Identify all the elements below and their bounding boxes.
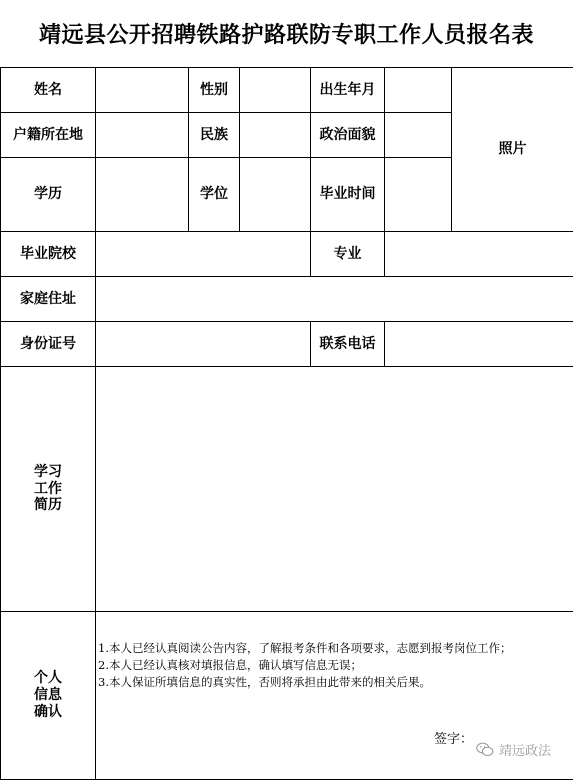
birth-field[interactable]	[385, 68, 452, 113]
education-label: 学历	[1, 158, 96, 232]
registration-form	[0, 67, 573, 780]
school-field[interactable]	[96, 232, 311, 277]
name-label: 姓名	[1, 68, 96, 113]
gender-field[interactable]	[240, 68, 311, 113]
confirm-label-line-1: 个人	[34, 670, 62, 686]
major-label: 专业	[311, 232, 385, 277]
notice-line-2: 2.本人已经认真核对填报信息，确认填写信息无误；	[98, 657, 567, 674]
address-field[interactable]	[96, 277, 573, 322]
watermark-text: 靖远政法	[499, 740, 551, 759]
confirm-label-line-2: 信息	[34, 687, 62, 703]
resume-label-line-2: 工作	[34, 481, 62, 497]
resume-field[interactable]	[96, 367, 573, 612]
id-number-field[interactable]	[96, 322, 311, 367]
political-field[interactable]	[385, 113, 452, 158]
phone-field[interactable]	[385, 322, 573, 367]
ethnicity-label: 民族	[189, 113, 240, 158]
id-number-label: 身份证号	[1, 322, 96, 367]
degree-field[interactable]	[240, 158, 311, 232]
watermark	[476, 740, 551, 759]
notice-line-3: 3.本人保证所填信息的真实性，否则将承担由此带来的相关后果。	[98, 674, 567, 691]
grad-time-label: 毕业时间	[311, 158, 385, 232]
form-title: 靖远县公开招聘铁路护路联防专职工作人员报名表	[0, 0, 573, 67]
address-label: 家庭住址	[1, 277, 96, 322]
photo-box[interactable]: 照片	[452, 68, 573, 232]
ethnicity-field[interactable]	[240, 113, 311, 158]
name-field[interactable]	[96, 68, 189, 113]
major-field[interactable]	[385, 232, 573, 277]
degree-label: 学位	[189, 158, 240, 232]
wechat-icon	[476, 742, 494, 757]
signature-label[interactable]: 签字：	[434, 732, 473, 748]
education-field[interactable]	[96, 158, 189, 232]
resume-label-line-1: 学习	[34, 464, 62, 480]
resume-label-line-3: 简历	[34, 497, 62, 513]
notice-text	[98, 640, 567, 691]
resume-label	[1, 367, 96, 612]
school-label: 毕业院校	[1, 232, 96, 277]
political-label: 政治面貌	[311, 113, 385, 158]
notice-line-1: 1.本人已经认真阅读公告内容，了解报考条件和各项要求，志愿到报考岗位工作；	[98, 640, 567, 657]
phone-label: 联系电话	[311, 322, 385, 367]
confirm-label-line-3: 确认	[34, 704, 62, 720]
grad-time-field[interactable]	[385, 158, 452, 232]
birth-label: 出生年月	[311, 68, 385, 113]
hukou-label: 户籍所在地	[1, 113, 96, 158]
hukou-field[interactable]	[96, 113, 189, 158]
gender-label: 性别	[189, 68, 240, 113]
confirm-label	[1, 612, 96, 780]
